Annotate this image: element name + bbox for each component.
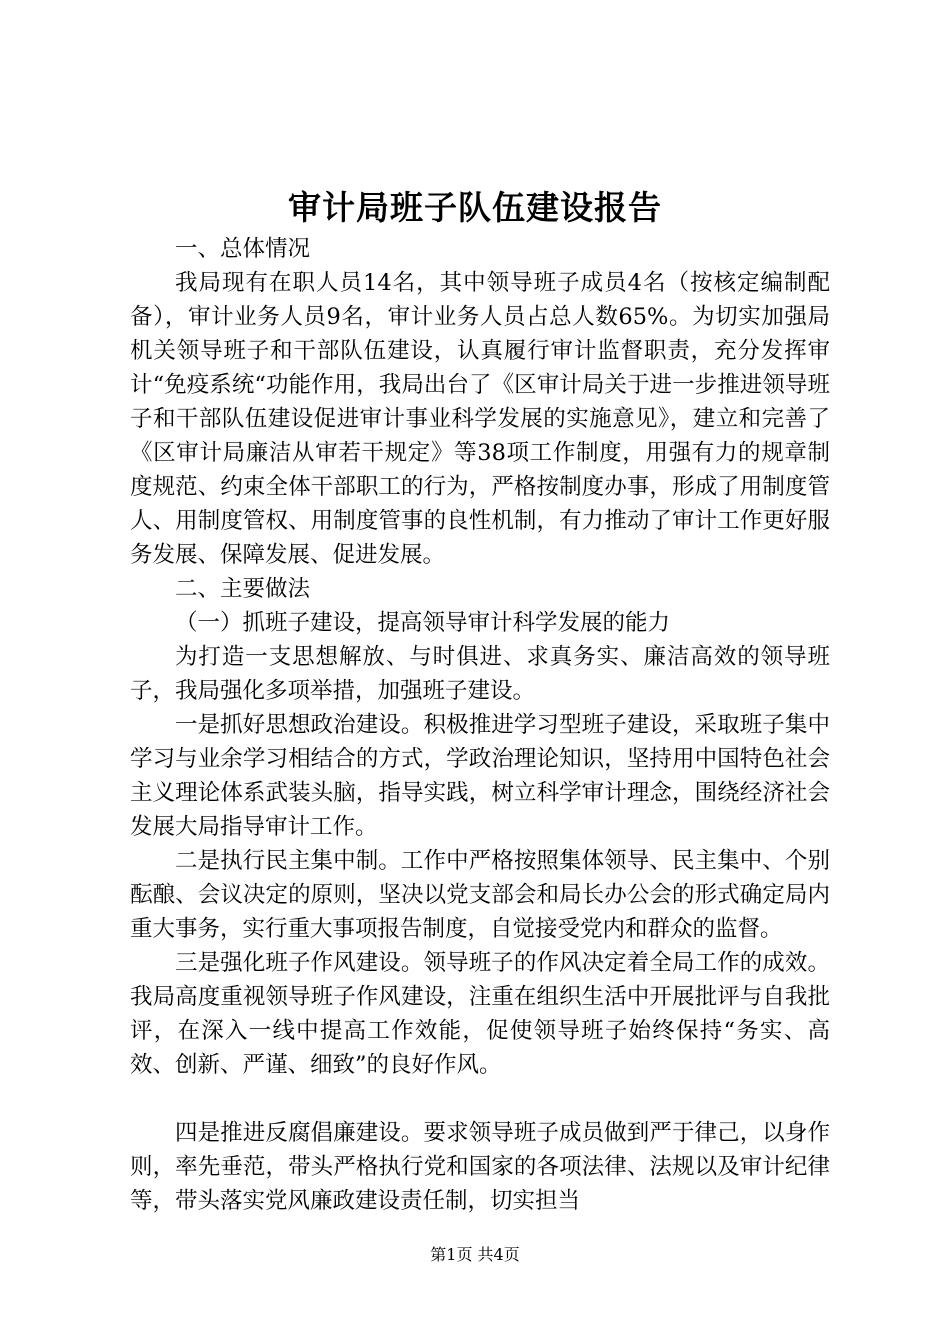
paragraph-point-four: 四是推进反腐倡廉建设。要求领导班子成员做到严于律己，以身作则，率先垂范，带头严格执行党和国家的各项法律、法规以及审计纪律等，带头落实党风廉政建设责任制，切实担当 [130,1120,830,1214]
paragraph-point-three: 三是强化班子作风建设。领导班子的作风决定着全局工作的成效。我局高度重视领导班子作风建设，注重在组织生活中开展批评与自我批评，在深入一线中提高工作效能，促使领导班子始终保持“务实、高效、创新、严谨、细致”的良好作风。 [130,950,830,1078]
paragraph-point-two: 二是执行民主集中制。工作中严格按照集体领导、民主集中、个别酝酿、会议决定的原则，坚决以党支部会和局长办公会的形式确定局内重大事务，实行重大事项报告制度，自觉接受党内和群众的监督。 [130,848,830,942]
document-title: 审计局班子队伍建设报告 [288,188,662,227]
page-number-footer: 第1页 共4页 [430,1245,520,1264]
document-body [130,232,830,1218]
paragraph-overview: 我局现有在职人员14名，其中领导班子成员4名（按核定编制配备），审计业务人员9名，审计业务人员占总人数65%。为切实加强局机关领导班子和干部队伍建设，认真履行审计监督职责，充分发挥审计“免疫系统“功能作用，我局出台了《区审计局关于进一步推进领导班子和干部队伍建设促进审计事业科学发展的实施意见》，建立和完善了《区审计局廉洁从审若干规定》等38项工作制度，用强有力的规章制度规范、约束全体干部职工的行为，严格按制度办事，形成了用制度管人、用制度管权、用制度管事的良性机制，有力推动了审计工作更好服务发展、保障发展、促进发展。 [130,270,830,568]
subsection-heading-team-building: （一）抓班子建设，提高领导审计科学发展的能力 [175,610,671,636]
paragraph-point-one: 一是抓好思想政治建设。积极推进学习型班子建设，采取班子集中学习与业余学习相结合的方式，学政治理论知识，坚持用中国特色社会主义理论体系武装头脑，指导实践，树立科学审计理念，围绕经济社会发展大局指导审计工作。 [130,712,830,840]
section-heading-overview: 一、总体情况 [175,236,311,262]
paragraph-team-building-intro: 为打造一支思想解放、与时俱进、求真务实、廉洁高效的领导班子，我局强化多项举措，加强班子建设。 [130,644,830,704]
section-heading-main-practices: 二、主要做法 [175,576,311,602]
